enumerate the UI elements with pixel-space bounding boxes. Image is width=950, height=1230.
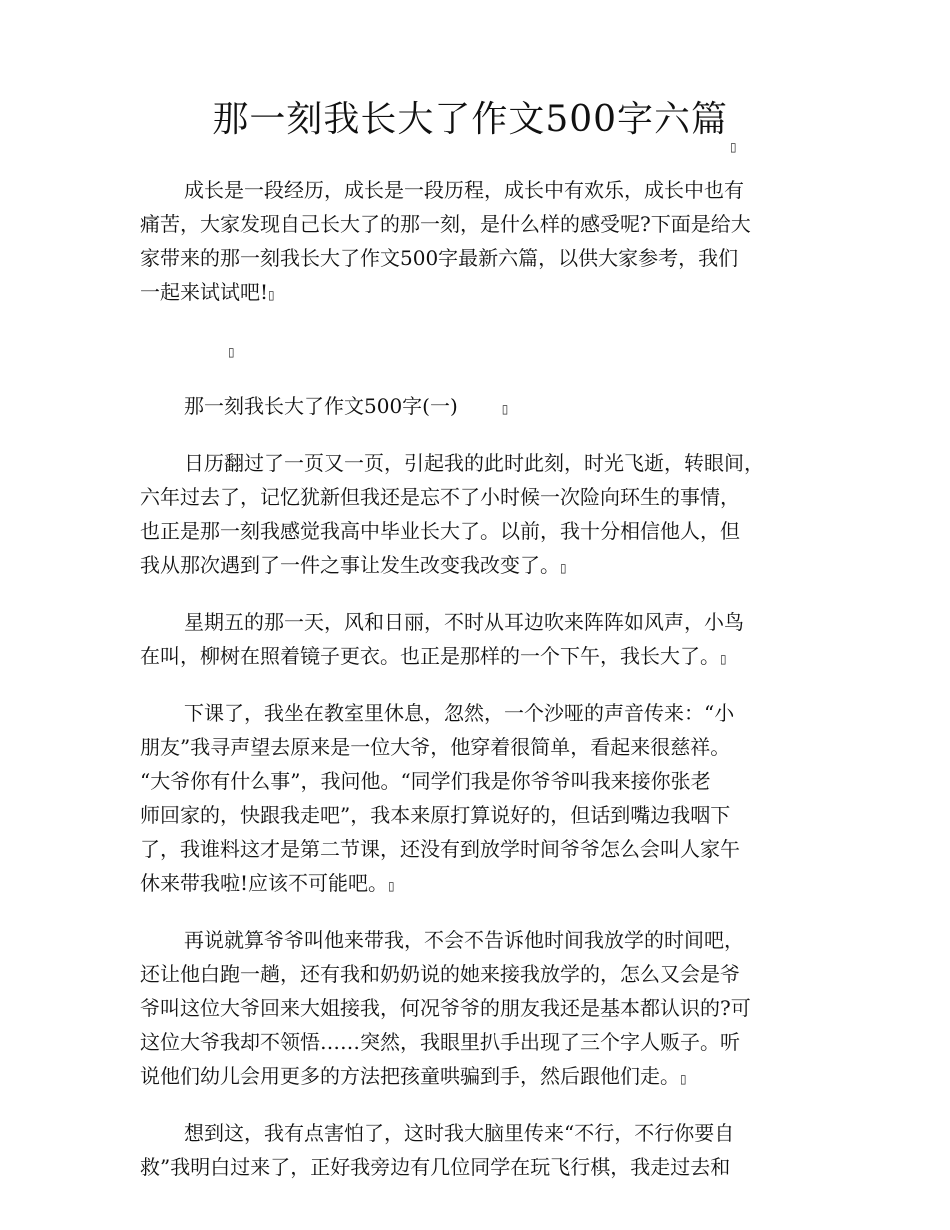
text-line bbox=[140, 866, 840, 900]
text-line-content: 一起来试试吧! bbox=[140, 280, 269, 304]
title-text: 那一刻我长大了作文500字六篇 bbox=[212, 99, 729, 140]
text-line: 家带来的那一刻我长大了作文500字最新六篇，以供大家参考，我们 bbox=[140, 246, 739, 270]
body-paragraph bbox=[140, 923, 840, 1093]
paragraph-mark-icon: ▯ bbox=[268, 288, 275, 302]
text-line: 日历翻过了一页又一页，引起我的此时此刻，时光飞逝，转眼间， bbox=[184, 451, 764, 475]
paragraph-mark-icon: ▯ bbox=[228, 345, 235, 359]
text-line: 下课了，我坐在教室里休息，忽然，一个沙哑的声音传来：“小 bbox=[184, 701, 735, 725]
body-paragraph bbox=[140, 446, 840, 582]
document-title bbox=[0, 92, 950, 153]
text-line: 六年过去了，记忆犹新但我还是忘不了小时候一次险向环生的事情， bbox=[140, 485, 740, 509]
text-line: 也正是那一刻我感觉我高中毕业长大了。以前，我十分相信他人，但 bbox=[140, 519, 740, 543]
text-line: 想到这，我有点害怕了，这时我大脑里传来“不行，不行你要自 bbox=[184, 1121, 735, 1145]
paragraph-mark-icon: ▯ bbox=[680, 1072, 687, 1086]
paragraph-mark-icon: ▯ bbox=[501, 402, 509, 416]
text-line-content: 说他们幼儿会用更多的方法把孩童哄骗到手，然后跟他们走。 bbox=[140, 1064, 680, 1088]
text-line: 爷叫这位大爷回来大姐接我，何况爷爷的朋友我还是基本都认识的?可 bbox=[140, 996, 751, 1020]
text-line: 了，我谁料这才是第二节课，还没有到放学时间爷爷怎么会叫人家午 bbox=[140, 837, 740, 861]
body-paragraph bbox=[140, 696, 840, 900]
section-heading bbox=[140, 389, 840, 423]
text-line-content: 我从那次遇到了一件之事让发生改变我改变了。 bbox=[140, 553, 560, 577]
text-line-content: 在叫，柳树在照着镜子更衣。也正是那样的一个下午，我长大了。 bbox=[140, 644, 720, 668]
text-line: 痛苦，大家发现自己长大了的那一刻，是什么样的感受呢?下面是给大 bbox=[140, 212, 751, 236]
text-line bbox=[140, 548, 840, 582]
text-line: 还让他白跑一趟，还有我和奶奶说的她来接我放学的，怎么又会是爷 bbox=[140, 962, 740, 986]
paragraph-mark-icon: ▯ bbox=[730, 140, 738, 154]
text-line: 星期五的那一天，风和日丽，不时从耳边吹来阵阵如风声，小鸟 bbox=[184, 610, 744, 634]
text-line bbox=[140, 1059, 840, 1093]
paragraph-mark-icon: ▯ bbox=[720, 652, 727, 666]
paragraph-mark-icon: ▯ bbox=[388, 879, 395, 893]
text-line: 成长是一段经历，成长是一段历程，成长中有欢乐，成长中也有 bbox=[184, 178, 744, 202]
text-line: 再说就算爷爷叫他来带我，不会不告诉他时间我放学的时间吧， bbox=[184, 928, 744, 952]
text-line bbox=[140, 332, 840, 366]
text-line bbox=[140, 275, 840, 309]
body-paragraph bbox=[140, 605, 840, 673]
empty-paragraph bbox=[140, 332, 840, 366]
text-line: 救”我明白过来了，正好我旁边有几位同学在玩飞行棋，我走过去和 bbox=[140, 1155, 731, 1179]
intro-paragraph bbox=[140, 173, 840, 309]
text-line bbox=[140, 389, 840, 423]
text-line bbox=[140, 639, 840, 673]
text-line-content: 休来带我啦!应该不可能吧。 bbox=[140, 871, 389, 895]
text-line: “大爷你有什么事”，我问他。“同学们我是你爷爷叫我来接你张老 bbox=[140, 769, 711, 793]
text-line: 朋友”我寻声望去原来是一位大爷，他穿着很简单，看起来很慈祥。 bbox=[140, 735, 731, 759]
paragraph-mark-icon: ▯ bbox=[560, 561, 567, 575]
text-line: 这位大爷我却不领悟……突然，我眼里扒手出现了三个字人贩子。听 bbox=[140, 1030, 740, 1054]
text-line: 师回家的，快跟我走吧”，我本来原打算说好的，但话到嘴边我咽下 bbox=[140, 803, 731, 827]
document-body bbox=[140, 173, 840, 1207]
section-heading-text: 那一刻我长大了作文500字(一) bbox=[184, 394, 458, 418]
body-paragraph bbox=[140, 1116, 840, 1184]
